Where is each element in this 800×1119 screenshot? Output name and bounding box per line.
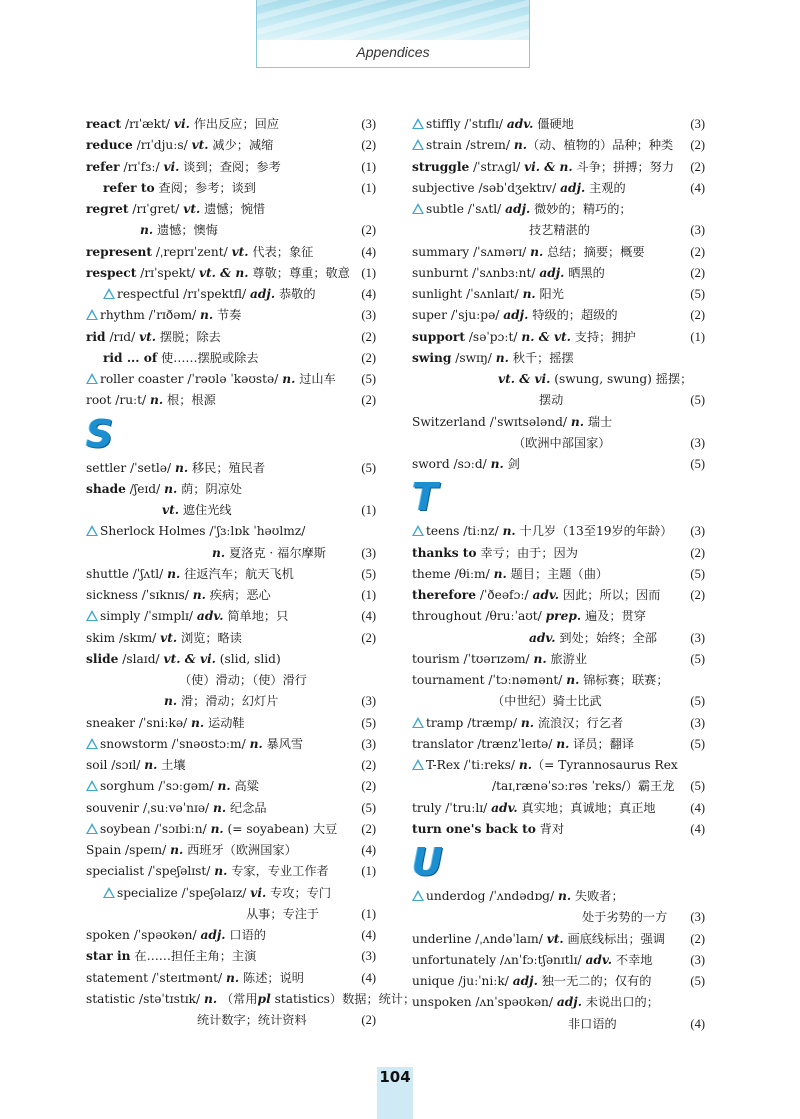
glossary-entry <box>412 628 705 649</box>
entry-unit-number: (2) <box>690 265 705 280</box>
entry-text: rid ... of 使……摆脱或除去 <box>103 350 259 365</box>
entry-text: respectful /rɪˈspektfl/ adj. 恭敬的 <box>86 284 316 305</box>
entry-text: skim /skɪm/ vt. 浏览；略读 <box>86 630 242 645</box>
glossary-entry <box>86 348 376 369</box>
glossary-entry <box>412 390 705 411</box>
glossary-entry <box>412 521 705 542</box>
glossary-entry <box>412 798 705 819</box>
entry-text: specialist /ˈspeʃəlɪst/ n. 专家，专业工作者 <box>86 864 329 879</box>
entry-text: statistic /stəˈtɪstɪk/ n. （常用pl statistics）数据；统计； <box>86 991 416 1006</box>
entry-unit-number: (2) <box>361 329 376 344</box>
entry-text: n. 夏洛克 · 福尔摩斯 <box>212 545 326 560</box>
entry-text: soil /sɔɪl/ n. 土壤 <box>86 758 186 772</box>
entry-unit-number: (2) <box>361 1013 376 1027</box>
entry-unit-number: (2) <box>361 758 376 772</box>
entry-unit-number: (1) <box>361 864 376 879</box>
section-letter-glyph: T <box>412 475 438 520</box>
entry-text: statement /ˈsteɪtmənt/ n. 陈述；说明 <box>86 970 304 985</box>
glossary-entry <box>412 819 705 840</box>
entry-text: 从事；专注于 <box>246 906 320 921</box>
entry-unit-number: (2) <box>361 138 376 153</box>
glossary-entry <box>412 369 705 390</box>
entry-text: respect /rɪˈspekt/ vt. & n. 尊敬；尊重；敬意 <box>86 265 350 280</box>
entry-text: unfortunately /ʌnˈfɔːtʃənɪtlɪ/ adv. 不幸地 <box>412 952 653 967</box>
entry-text: shuttle /ˈʃʌtl/ n. 往返汽车；航天飞机 <box>86 566 294 581</box>
entry-unit-number: (3) <box>361 117 376 131</box>
glossary-entry <box>86 135 376 156</box>
entry-unit-number: (5) <box>690 736 705 751</box>
triangle-marker-icon <box>86 738 98 749</box>
glossary-entry <box>86 521 376 542</box>
triangle-marker-icon <box>86 610 98 621</box>
entry-unit-number: (5) <box>361 566 376 581</box>
triangle-marker-icon <box>103 288 115 299</box>
glossary-entry <box>412 585 705 606</box>
entry-text: 统计数字；统计资料 <box>197 1013 307 1027</box>
glossary-entry <box>86 670 376 691</box>
entry-unit-number: (1) <box>361 159 376 174</box>
glossary-entry <box>86 458 376 479</box>
glossary-entry <box>412 907 705 928</box>
entry-unit-number: (3) <box>690 910 705 925</box>
entry-unit-number: (4) <box>690 180 705 195</box>
glossary-entry <box>86 390 376 411</box>
entry-text: root /ruːt/ n. 根；根源 <box>86 393 216 408</box>
entry-text: unique /juːˈniːk/ adj. 独一无二的；仅有的 <box>412 974 652 988</box>
entry-unit-number: (2) <box>361 821 376 836</box>
triangle-marker-icon <box>412 759 424 770</box>
entry-unit-number: (2) <box>690 931 705 946</box>
glossary-entry <box>412 971 705 992</box>
entry-text: souvenir /ˌsuːvəˈnɪə/ n. 纪念品 <box>86 800 267 815</box>
entry-text: refer to 查阅；参考；谈到 <box>103 180 256 195</box>
entry-unit-number: (5) <box>690 457 705 471</box>
entry-text: support /səˈpɔːt/ n. & vt. 支持；拥护 <box>412 329 636 344</box>
glossary-entry <box>412 242 705 263</box>
entry-text: vt. & vi. (swung, swung) 摇摆； <box>498 372 693 386</box>
entry-unit-number: (1) <box>361 180 376 195</box>
entry-text: sickness /ˈsɪknɪs/ n. 疾病；恶心 <box>86 588 271 602</box>
entry-text: （中世纪）骑士比武 <box>492 694 602 709</box>
entry-text: tourism /ˈtʊərɪzəm/ n. 旅游业 <box>412 651 588 666</box>
entry-unit-number: (2) <box>690 588 705 602</box>
entry-text: super /ˈsjuːpə/ adj. 特级的；超级的 <box>412 308 618 323</box>
glossary-entry <box>86 585 376 606</box>
glossary-entry <box>86 178 376 199</box>
glossary-entry <box>86 968 376 989</box>
entry-text: simply /ˈsɪmplɪ/ adv. 简单地；只 <box>86 606 288 627</box>
section-letter-s <box>86 412 376 458</box>
triangle-marker-icon <box>412 118 424 129</box>
glossary-entry <box>86 284 376 305</box>
entry-text: specialize /ˈspeʃəlaɪz/ vi. 专攻；专门 <box>86 883 331 904</box>
glossary-entry <box>412 114 705 135</box>
glossary-entry <box>86 713 376 734</box>
entry-unit-number: (4) <box>690 800 705 815</box>
glossary-entry <box>412 284 705 305</box>
entry-text: turn one's back to 背对 <box>412 821 565 836</box>
triangle-marker-icon <box>86 780 98 791</box>
entry-text: （欧洲中部国家） <box>513 435 611 450</box>
glossary-entry <box>86 628 376 649</box>
triangle-marker-icon <box>103 887 115 898</box>
header-title: Appendices <box>356 44 430 60</box>
glossary-entry <box>412 433 705 454</box>
entry-text: （使）滑动；（使）滑行 <box>179 673 307 687</box>
triangle-marker-icon <box>412 525 424 536</box>
entry-text: translator /trænzˈleɪtə/ n. 译员；翻译 <box>412 736 635 751</box>
entry-text: tournament /ˈtɔːnəmənt/ n. 锦标赛；联赛； <box>412 673 669 687</box>
header-tab <box>256 0 530 68</box>
entry-text: n. 遗憾；懊悔 <box>140 223 218 238</box>
glossary-entry <box>412 348 705 369</box>
entry-text: reduce /rɪˈdjuːs/ vt. 减少；减缩 <box>86 138 274 153</box>
glossary-entry <box>412 776 705 797</box>
entry-text: Sherlock Holmes /ˈʃɜːlɒk ˈhəʊlmz/ <box>86 521 305 542</box>
glossary-entry <box>412 950 705 971</box>
glossary-entry <box>412 263 705 284</box>
glossary-entry <box>86 543 376 564</box>
entry-unit-number: (1) <box>690 329 705 344</box>
page-number: 104 <box>379 1068 411 1086</box>
entry-text: unspoken /ʌnˈspəʊkən/ adj. 未说出口的； <box>412 995 659 1010</box>
entry-text: vt. 遮住光线 <box>162 503 232 517</box>
glossary-entry <box>86 883 376 904</box>
glossary-entry <box>86 840 376 861</box>
entry-text: 非口语的 <box>568 1016 617 1031</box>
glossary-entry <box>412 454 705 475</box>
glossary-entry <box>86 989 416 1010</box>
entry-unit-number: (2) <box>361 350 376 365</box>
triangle-marker-icon <box>86 823 98 834</box>
entry-text: thanks to 幸亏；由于；因为 <box>412 545 578 560</box>
entry-text: summary /ˈsʌmərɪ/ n. 总结；摘要；概要 <box>412 244 645 259</box>
entry-unit-number: (4) <box>690 821 705 836</box>
glossary-entry <box>412 157 705 178</box>
entry-unit-number: (5) <box>361 460 376 475</box>
entry-text: roller coaster /ˈrəʊlə ˈkəʊstə/ n. 过山车 <box>86 369 336 390</box>
entry-unit-number: (5) <box>361 715 376 730</box>
entry-text: sunlight /ˈsʌnlaɪt/ n. 阳光 <box>412 287 564 301</box>
triangle-marker-icon <box>412 717 424 728</box>
glossary-entry <box>86 199 376 220</box>
entry-unit-number: (4) <box>361 287 376 301</box>
entry-unit-number: (3) <box>690 630 705 645</box>
glossary-entry <box>412 755 705 776</box>
entry-unit-number: (1) <box>361 588 376 602</box>
entry-text: subtle /ˈsʌtl/ adj. 微妙的；精巧的； <box>412 199 632 220</box>
glossary-entry <box>86 691 376 712</box>
entry-unit-number: (5) <box>361 800 376 815</box>
entry-unit-number: (2) <box>361 393 376 408</box>
entry-text: settler /ˈsetlə/ n. 移民；殖民者 <box>86 460 266 475</box>
entry-unit-number: (5) <box>690 974 705 988</box>
entry-text: T-Rex /ˈtiːreks/ n.（= Tyrannosaurus Rex <box>412 755 678 776</box>
entry-unit-number: (3) <box>690 223 705 238</box>
entry-text: regret /rɪˈgret/ vt. 遗憾；惋惜 <box>86 202 266 216</box>
entry-unit-number: (3) <box>361 308 376 323</box>
entry-text: star in 在……担任主角；主演 <box>86 949 257 964</box>
glossary-entry <box>412 649 705 670</box>
entry-text: Switzerland /ˈswɪtsələnd/ n. 瑞士 <box>412 414 613 429</box>
entry-text: therefore /ˈðeəfɔː/ adv. 因此；所以；因而 <box>412 588 661 602</box>
entry-text: adv. 到处；始终；全部 <box>529 630 657 645</box>
glossary-entry <box>86 755 376 776</box>
section-letter-glyph: U <box>412 840 443 884</box>
entry-unit-number: (1) <box>361 906 376 921</box>
triangle-marker-icon <box>412 139 424 150</box>
entry-unit-number: (4) <box>361 970 376 985</box>
entry-unit-number: (2) <box>690 138 705 153</box>
glossary-entry <box>412 606 705 627</box>
glossary-entry <box>86 564 376 585</box>
entry-unit-number: (1) <box>361 265 376 280</box>
entry-text: shade /ʃeɪd/ n. 荫；阴凉处 <box>86 481 243 496</box>
glossary-entry <box>412 199 705 220</box>
glossary-entry <box>412 135 705 156</box>
entry-text: represent /ˌreprɪˈzent/ vt. 代表；象征 <box>86 244 314 259</box>
entry-text: underdog /ˈʌndədɒg/ n. 失败者； <box>412 886 624 907</box>
entry-text: strain /streɪn/ n.（动、植物的）品种；种类 <box>412 135 673 156</box>
entry-unit-number: (3) <box>690 435 705 450</box>
glossary-entry <box>412 929 705 950</box>
glossary-entry <box>412 305 705 326</box>
triangle-marker-icon <box>86 309 98 320</box>
glossary-entry <box>412 178 705 199</box>
entry-unit-number: (2) <box>361 630 376 645</box>
glossary-entry <box>412 220 705 241</box>
glossary-entry <box>86 369 376 390</box>
entry-unit-number: (4) <box>361 609 376 624</box>
entry-unit-number: (5) <box>361 372 376 386</box>
glossary-entry <box>86 776 376 797</box>
entry-unit-number: (2) <box>690 159 705 174</box>
section-letter-glyph: S <box>86 411 114 456</box>
entry-text: teens /tiːnz/ n. 十几岁（13至19岁的年龄） <box>412 521 672 542</box>
entry-text: react /rɪˈækt/ vi. 作出反应；回应 <box>86 117 280 131</box>
entry-text: underline /ˌʌndəˈlaɪn/ vt. 画底线标出；强调 <box>412 931 666 946</box>
glossary-entry <box>412 327 705 348</box>
glossary-entry <box>412 670 705 691</box>
entry-unit-number: (4) <box>690 1016 705 1031</box>
glossary-entry <box>86 925 376 946</box>
triangle-marker-icon <box>412 890 424 901</box>
entry-unit-number: (1) <box>361 503 376 517</box>
entry-unit-number: (5) <box>690 566 705 581</box>
entry-text: sneaker /ˈsniːkə/ n. 运动鞋 <box>86 715 245 730</box>
entry-unit-number: (3) <box>361 545 376 560</box>
entry-text: /taɪˌrænəˈsɔːrəs ˈreks/）霸王龙 <box>492 779 675 794</box>
entry-text: spoken /ˈspəʊkən/ adj. 口语的 <box>86 928 266 942</box>
triangle-marker-icon <box>86 525 98 536</box>
entry-text: truly /ˈtruːlɪ/ adv. 真实地；真诚地；真正地 <box>412 800 656 815</box>
entry-text: soybean /ˈsɔɪbiːn/ n. (= soyabean) 大豆 <box>86 819 337 840</box>
entry-text: swing /swɪŋ/ n. 秋千；摇摆 <box>412 350 574 365</box>
entry-text: 技艺精湛的 <box>529 223 590 238</box>
glossary-entry <box>412 886 705 907</box>
entry-unit-number: (3) <box>690 715 705 730</box>
entry-unit-number: (2) <box>361 779 376 794</box>
glossary-entry <box>86 606 376 627</box>
entry-unit-number: (2) <box>690 244 705 259</box>
entry-unit-number: (4) <box>361 928 376 942</box>
entry-text: Spain /speɪn/ n. 西班牙（欧洲国家） <box>86 843 297 857</box>
entry-text: refer /rɪˈfɜː/ vi. 谈到；查阅；参考 <box>86 159 281 174</box>
triangle-marker-icon <box>86 373 98 384</box>
glossary-entry <box>86 904 376 925</box>
entry-unit-number: (3) <box>690 524 705 539</box>
entry-text: subjective /səbˈdʒektɪv/ adj. 主观的 <box>412 180 626 195</box>
section-letter-t <box>412 475 705 521</box>
glossary-entry <box>412 734 705 755</box>
glossary-entry <box>86 263 376 284</box>
entry-text: snowstorm /ˈsnəʊstɔːm/ n. 暴风雪 <box>86 734 303 755</box>
glossary-entry <box>86 500 376 521</box>
glossary-entry <box>412 564 705 585</box>
right-column <box>412 114 705 1035</box>
glossary-entry <box>86 157 376 178</box>
glossary-entry <box>86 220 376 241</box>
glossary-entry <box>86 649 376 670</box>
entry-text: 处于劣势的一方 <box>582 910 668 925</box>
glossary-entry <box>412 713 705 734</box>
entry-text: slide /slaɪd/ vt. & vi. (slid, slid) <box>86 651 281 666</box>
entry-unit-number: (4) <box>361 244 376 259</box>
entry-text: tramp /træmp/ n. 流浪汉；行乞者 <box>412 713 623 734</box>
entry-unit-number: (2) <box>690 308 705 323</box>
entry-text: sorghum /ˈsɔːgəm/ n. 高粱 <box>86 776 259 797</box>
glossary-entry <box>86 305 376 326</box>
glossary-entry <box>86 798 376 819</box>
glossary-entry <box>412 691 705 712</box>
entry-text: struggle /ˈstrʌgl/ vi. & n. 斗争；拼搏；努力 <box>412 159 675 174</box>
glossary-entry <box>86 114 376 135</box>
glossary-entry <box>412 543 705 564</box>
entry-unit-number: (2) <box>690 545 705 560</box>
entry-unit-number: (2) <box>361 223 376 238</box>
entry-unit-number: (3) <box>361 736 376 751</box>
entry-text: sword /sɔːd/ n. 剑 <box>412 457 520 471</box>
entry-unit-number: (3) <box>690 952 705 967</box>
entry-unit-number: (5) <box>690 393 705 408</box>
entry-unit-number: (5) <box>690 694 705 709</box>
glossary-entry <box>86 479 376 500</box>
entry-unit-number: (4) <box>361 843 376 857</box>
entry-text: stiffly /ˈstɪflɪ/ adv. 僵硬地 <box>412 114 574 135</box>
entry-unit-number: (5) <box>690 287 705 301</box>
glossary-entry <box>86 242 376 263</box>
triangle-marker-icon <box>412 203 424 214</box>
entry-text: throughout /θruːˈaʊt/ prep. 遍及；贯穿 <box>412 609 646 624</box>
glossary-entry <box>86 1010 376 1031</box>
entry-unit-number: (5) <box>690 779 705 794</box>
glossary-entry <box>412 412 705 433</box>
entry-unit-number: (5) <box>690 651 705 666</box>
entry-text: rhythm /ˈrɪðəm/ n. 节奏 <box>86 305 241 326</box>
entry-unit-number: (3) <box>361 949 376 964</box>
glossary-entry <box>86 327 376 348</box>
glossary-entry <box>86 734 376 755</box>
entry-text: theme /θiːm/ n. 题目；主题（曲） <box>412 566 609 581</box>
glossary-entry <box>86 861 376 882</box>
entry-unit-number: (3) <box>690 117 705 131</box>
entry-unit-number: (3) <box>361 694 376 709</box>
entry-text: 摆动 <box>539 393 564 408</box>
glossary-entry <box>86 819 376 840</box>
glossary-entry <box>412 992 705 1013</box>
section-letter-u <box>412 840 705 886</box>
glossary-entry <box>86 946 376 967</box>
glossary-entry <box>412 1014 705 1035</box>
entry-text: sunburnt /ˈsʌnbɜːnt/ adj. 晒黑的 <box>412 265 605 280</box>
header-wave-banner <box>257 0 529 40</box>
left-column <box>86 114 416 1031</box>
entry-text: n. 滑；滑动；幻灯片 <box>164 694 279 709</box>
entry-text: rid /rɪd/ vt. 摆脱；除去 <box>86 329 221 344</box>
